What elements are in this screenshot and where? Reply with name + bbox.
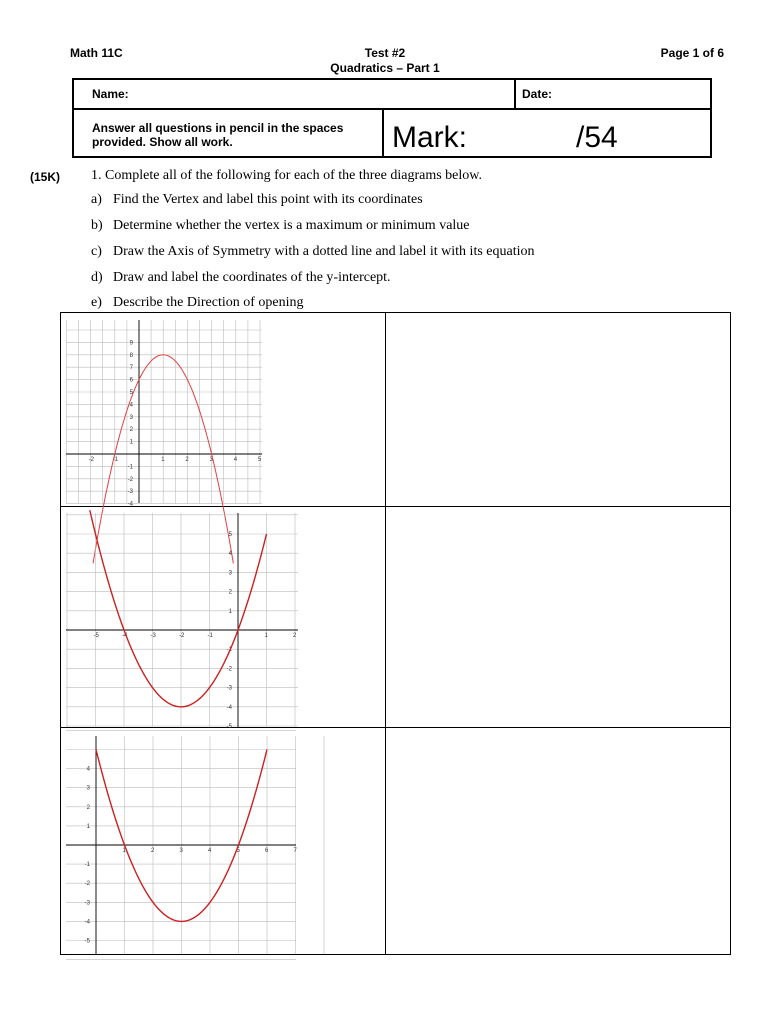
x-tick-label: 3 xyxy=(179,848,183,854)
y-tick-label: 4 xyxy=(86,766,90,773)
test-subtitle: Quadratics – Part 1 xyxy=(330,61,440,75)
x-tick-label: 3 xyxy=(209,457,213,463)
instructions-line-1: Answer all questions in pencil in the spaces xyxy=(92,121,344,135)
part-e-letter: e) xyxy=(91,295,102,310)
y-tick-label: -1 xyxy=(84,862,90,869)
y-tick-label: -5 xyxy=(84,938,90,945)
x-tick-label: 4 xyxy=(208,848,212,854)
question-marks: (15K) xyxy=(30,170,61,184)
x-tick-label: 2 xyxy=(185,457,189,463)
part-c-letter: c) xyxy=(91,244,102,259)
x-tick-label: 1 xyxy=(264,633,268,639)
date-label: Date: xyxy=(522,87,553,101)
y-tick-label: 1 xyxy=(129,439,133,446)
name-date-row xyxy=(74,80,710,110)
part-e-text: Describe the Direction of opening xyxy=(113,295,304,310)
y-tick-label: 3 xyxy=(129,414,133,421)
parabola-graph-1 xyxy=(66,320,262,508)
question-text: 1. Complete all of the following for each of the three diagrams below. xyxy=(91,168,482,183)
x-tick-label: 1 xyxy=(122,848,126,854)
y-tick-label: -4 xyxy=(127,501,133,508)
part-b-text: Determine whether the vertex is a maximum or minimum value xyxy=(113,218,470,233)
x-tick-label: -2 xyxy=(88,457,94,463)
y-tick-label: -3 xyxy=(84,900,90,907)
x-tick-label: -5 xyxy=(93,633,99,639)
parabola-graph-3 xyxy=(66,736,296,954)
y-tick-label: 2 xyxy=(86,804,90,811)
x-tick-label: 6 xyxy=(265,848,269,854)
y-tick-label: -2 xyxy=(127,476,133,483)
x-tick-label: -4 xyxy=(122,633,128,639)
mark-divider xyxy=(382,110,384,156)
answer-area-1[interactable] xyxy=(386,313,731,506)
y-tick-label: 1 xyxy=(228,608,232,615)
y-tick-label: -4 xyxy=(84,919,90,926)
test-title: Test #2 xyxy=(364,46,406,60)
y-tick-label: 4 xyxy=(228,551,232,558)
x-tick-label: 2 xyxy=(151,848,155,854)
y-tick-label: 3 xyxy=(228,570,232,577)
parabola-graph-2 xyxy=(66,513,298,730)
y-tick-label: -1 xyxy=(226,647,232,654)
part-d-letter: d) xyxy=(91,270,103,285)
y-tick-label: 4 xyxy=(129,402,133,409)
x-tick-label: 1 xyxy=(161,457,165,463)
y-tick-label: 2 xyxy=(129,427,133,434)
y-tick-label: 8 xyxy=(129,352,133,359)
x-tick-label: 4 xyxy=(233,457,238,463)
y-tick-label: -4 xyxy=(226,704,232,711)
x-tick-label: 2 xyxy=(293,633,297,639)
course-title: Math 11C xyxy=(70,46,123,60)
part-a-text: Find the Vertex and label this point with its coordinates xyxy=(113,192,423,207)
y-tick-label: -2 xyxy=(226,666,232,673)
y-tick-label: 2 xyxy=(228,589,232,596)
parabola-curve-2 xyxy=(90,510,267,707)
part-d-text: Draw and label the coordinates of the y-intercept. xyxy=(113,270,391,285)
y-tick-label: 3 xyxy=(86,785,90,792)
name-date-divider xyxy=(514,80,516,108)
part-c-text: Draw the Axis of Symmetry with a dotted line and label it with its equation xyxy=(113,244,535,259)
answer-area-2[interactable] xyxy=(386,507,731,727)
answer-area-3[interactable] xyxy=(386,728,731,954)
student-info-table xyxy=(72,78,712,158)
x-tick-label: 5 xyxy=(258,457,262,463)
y-tick-label: 9 xyxy=(129,340,133,347)
y-tick-label: 5 xyxy=(129,390,133,396)
x-tick-label: 5 xyxy=(236,848,240,854)
y-tick-label: 5 xyxy=(228,532,232,538)
y-tick-label: -3 xyxy=(226,685,232,692)
part-a-letter: a) xyxy=(91,192,102,207)
y-tick-label: -3 xyxy=(127,489,133,496)
y-tick-label: -1 xyxy=(127,464,133,471)
y-tick-label: -2 xyxy=(84,881,90,888)
instructions-line-2: provided. Show all work. xyxy=(92,135,233,149)
page-number: Page 1 of 6 xyxy=(660,46,724,60)
x-tick-label: -2 xyxy=(179,633,185,639)
x-tick-label: 7 xyxy=(293,848,297,854)
part-b-letter: b) xyxy=(91,218,103,233)
name-label: Name: xyxy=(92,87,129,101)
y-tick-label: -5 xyxy=(226,724,232,730)
y-tick-label: 7 xyxy=(129,365,133,372)
x-tick-label: -1 xyxy=(207,633,213,639)
mark-total: /54 xyxy=(576,121,618,154)
mark-label: Mark: xyxy=(392,121,467,154)
y-tick-label: 1 xyxy=(86,823,90,830)
x-tick-label: -3 xyxy=(150,633,156,639)
y-tick-label: 6 xyxy=(129,377,133,384)
x-tick-label: -1 xyxy=(112,457,119,463)
